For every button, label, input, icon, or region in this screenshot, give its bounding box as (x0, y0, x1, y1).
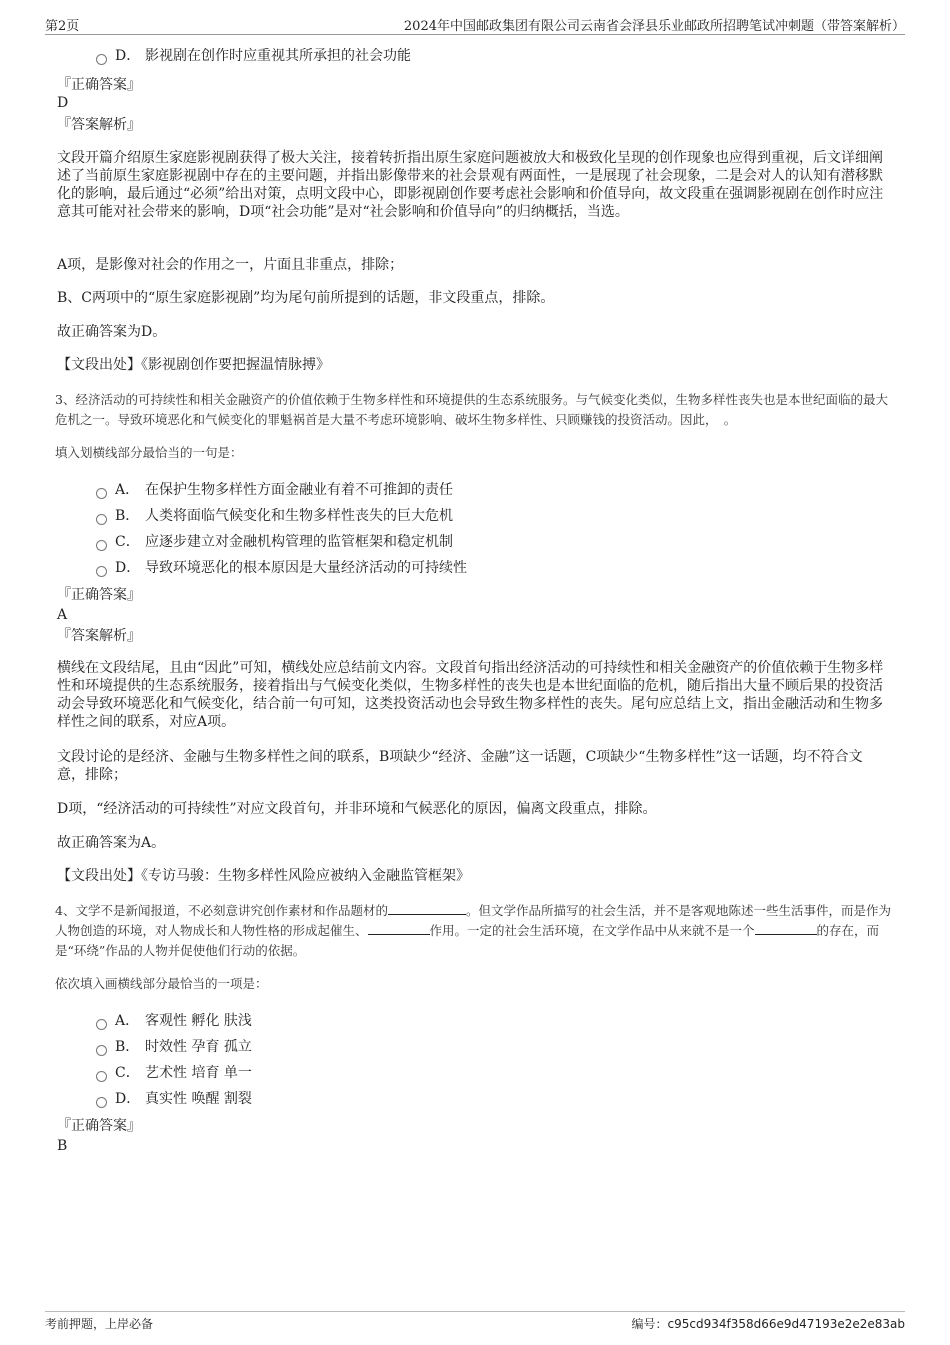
q2-answer: D (57, 95, 69, 111)
q4-stem: 4、文学不是新闻报道，不必刻意讲究创作素材和作品题材的 。但文学作品所描写的社会生活，并不是客观地陈述一些生活事件，而是作为人物创造的环境，对人物成长和人物性格的形成起催生、 作用。一定的社会生活环境，在文学作品中从来就不是一个 的存在，而是“环绕”作品的人物并促使他们行动的依据。 (55, 903, 891, 958)
q2-analysis-p2: A项，是影像对社会的作用之一，片面且非重点，排除； (57, 257, 404, 273)
footer-slogan: 考前押题，上岸必备 (45, 1317, 154, 1331)
radio-icon[interactable] (96, 488, 107, 499)
radio-icon[interactable] (96, 540, 107, 551)
q3-analysis-p1: 横线在文段结尾，且由“因此”可知，横线处应总结前文内容。文段首句指出经济活动的可持续性和相关金融资产的价值依赖于生物多样性和环境提供的生态系统服务，接着指出与气候变化类似，生物多样性的丧失也是本世纪面临的危机，随后指出大量不顾后果的投资活动会导致环境恶化和气候变化，结合前一句可知，这类投资活动也会导致生物多样性的丧失。尾句应总结上文，指出金融活动和生物多样性之间的联系，对应A项。 (57, 660, 884, 730)
q4-option-c[interactable]: C． 艺术性 培育 单一 (96, 1063, 252, 1083)
q3-option-d[interactable]: D． 导致环境恶化的根本原因是大量经济活动的可持续性 (96, 558, 467, 578)
q2-analysis-label: 『答案解析』 (57, 117, 141, 133)
document-title: 2024年中国邮政集团有限公司云南省会泽县乐业邮政所招聘笔试冲刺题（带答案解析） (403, 19, 905, 34)
q3-analysis-label: 『答案解析』 (57, 628, 141, 644)
q4-instruction: 依次填入画横线部分最恰当的一项是： (55, 976, 268, 991)
radio-icon[interactable] (96, 1097, 107, 1108)
radio-icon[interactable] (96, 514, 107, 525)
q4-answer-label: 『正确答案』 (57, 1118, 141, 1134)
q3-answer: A (57, 607, 68, 623)
blank-3 (755, 921, 817, 935)
radio-icon[interactable] (96, 566, 107, 577)
blank-1 (388, 901, 466, 915)
q2-analysis-p3: B、C两项中的“原生家庭影视剧”均为尾句前所提到的话题，非文段重点，排除。 (57, 290, 555, 306)
q4-answer: B (57, 1138, 68, 1154)
q3-answer-label: 『正确答案』 (57, 587, 141, 603)
radio-icon[interactable] (96, 1045, 107, 1056)
page-number: 第2页 (45, 19, 80, 34)
q3-instruction: 填入划横线部分最恰当的一句是： (55, 445, 243, 460)
footer-code: 编号：c95cd934f358d66e9d47193e2e2e83ab (631, 1317, 905, 1331)
page-header (45, 14, 905, 35)
q3-option-b[interactable]: B． 人类将面临气候变化和生物多样性丧失的巨大危机 (96, 506, 453, 526)
q4-option-b[interactable]: B． 时效性 孕育 孤立 (96, 1037, 252, 1057)
radio-icon[interactable] (96, 1071, 107, 1082)
q3-option-c[interactable]: C． 应逐步建立对金融机构管理的监管框架和稳定机制 (96, 532, 453, 552)
q4-option-d[interactable]: D． 真实性 唤醒 割裂 (96, 1089, 252, 1109)
q3-analysis-p2: 文段讨论的是经济、金融与生物多样性之间的联系，B项缺少“经济、金融”这一话题，C项缺少“生物多样性”这一话题，均不符合文意，排除； (57, 749, 863, 783)
q3-stem: 3、经济活动的可持续性和相关金融资产的价值依赖于生物多样性和环境提供的生态系统服务。与气候变化类似，生物多样性丧失也是本世纪面临的最大危机之一。导致环境恶化和气候变化的罪魁祸首是大量不考虑环境影响、破坏生物多样性、只顾赚钱的投资活动。因此， 。 (55, 392, 888, 427)
page-footer (45, 1311, 905, 1331)
q2-answer-label: 『正确答案』 (57, 77, 141, 93)
q2-option-d[interactable]: D． 影视剧在创作时应重视其所承担的社会功能 (96, 46, 411, 66)
radio-icon[interactable] (96, 54, 107, 65)
q4-option-a[interactable]: A． 客观性 孵化 肤浅 (96, 1011, 252, 1031)
q2-analysis-p4: 故正确答案为D。 (57, 324, 167, 340)
q3-analysis-p4: 故正确答案为A。 (57, 835, 166, 851)
q3-analysis-p3: D项，“经济活动的可持续性”对应文段首句，并非环境和气候恶化的原因，偏离文段重点，排除。 (57, 801, 657, 817)
radio-icon[interactable] (96, 1019, 107, 1030)
blank-2 (368, 921, 430, 935)
q2-analysis-p1: 文段开篇介绍原生家庭影视剧获得了极大关注，接着转折指出原生家庭问题被放大和极致化呈现的创作现象也应得到重视，后文详细阐述了当前原生家庭影视剧中存在的主要问题，并指出影像带来的社会景观有两面性，一是展现了社会现象，二是会对人的认知有潜移默化的影响，最后通过“必须”给出对策，点明文段中心，即影视剧创作要考虑社会影响和价值导向，故文段重在强调影视剧在创作时应注意其可能对社会带来的影响，D项“社会功能”是对“社会影响和价值导向”的归纳概括，当选。 (57, 150, 884, 220)
q2-source: 【文段出处】《影视剧创作要把握温情脉搏》 (57, 357, 330, 373)
q3-option-a[interactable]: A． 在保护生物多样性方面金融业有着不可推卸的责任 (96, 480, 453, 500)
q3-source: 【文段出处】《专访马骏：生物多样性风险应被纳入金融监管框架》 (57, 868, 470, 884)
